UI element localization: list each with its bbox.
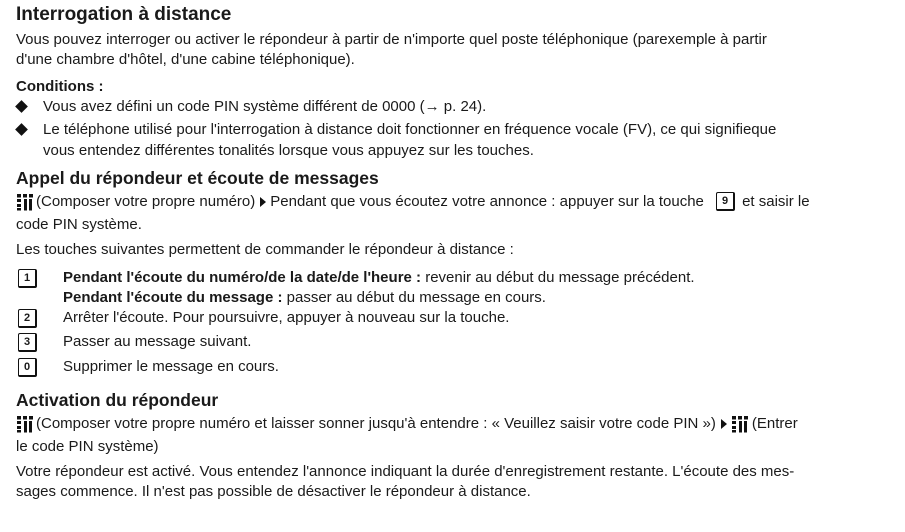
key-0-icon: 0 <box>18 358 37 377</box>
intro-line-2: d'une chambre d'hôtel, d'une cabine téléphonique). <box>16 51 355 68</box>
activation-step-text-1: (Composer votre propre numéro et laisser sonner jusqu'à entendre : « Veuillez saisir votre code PIN ») <box>36 415 716 432</box>
activation-step-text-2: (Entrer <box>751 415 798 432</box>
intro-line-1: Vous pouvez interroger ou activer le répondeur à partir de n'importe quel poste téléphonique (parexemple à partir <box>16 31 767 48</box>
next-step-arrow-icon <box>721 419 727 429</box>
key-2-text: Arrêter l'écoute. Pour poursuivre, appuyer à nouveau sur la touche. <box>63 309 510 326</box>
call-step-text-1: (Composer votre propre numéro) <box>36 193 256 210</box>
key-1-bold-1: Pendant l'écoute du numéro/de la date/de l'heure : <box>63 269 422 286</box>
activation-para-line-2: sages commence. Il n'est pas possible de désactiver le répondeur à distance. <box>16 483 531 500</box>
keypad-dial-icon <box>16 415 34 433</box>
key-3-text: Passer au message suivant. <box>63 333 252 350</box>
key-1-icon: 1 <box>18 269 37 288</box>
activation-step-line-2: le code PIN système) <box>16 438 159 455</box>
condition-text-2b: vous entendez différentes tonalités lorsque vous appuyez sur les touches. <box>43 142 534 159</box>
call-step-text-2: Pendant que vous écoutez votre annonce : appuyer sur la touche <box>270 193 704 210</box>
call-step-text-3: et saisir le <box>742 193 810 210</box>
section-title-remote-access: Interrogation à distance <box>16 4 232 25</box>
conditions-label: Conditions : <box>16 78 104 95</box>
key-0-text: Supprimer le message en cours. <box>63 358 279 375</box>
keypad-dial-icon <box>731 415 749 433</box>
bullet-diamond-icon <box>15 100 28 113</box>
key-2-icon: 2 <box>18 309 37 328</box>
call-step-line-1 <box>16 192 810 213</box>
key-3-icon: 3 <box>18 333 37 352</box>
key-1-bold-2: Pendant l'écoute du message : <box>63 289 283 306</box>
condition-text-1: Vous avez défini un code PIN système différent de 0000 (→ p. 24). <box>43 98 487 115</box>
call-step-line-2: code PIN système. <box>16 216 142 233</box>
keypad-dial-icon <box>16 193 34 211</box>
activation-para-line-1: Votre répondeur est activé. Vous entendez l'annonce indiquant la durée d'enregistrement restante. L'écoute des mes- <box>16 463 795 480</box>
key-1-text-1: revenir au début du message précédent. <box>421 269 695 286</box>
activation-step-line-1 <box>16 414 798 435</box>
key-9-icon: 9 <box>716 192 736 212</box>
section-title-activation: Activation du répondeur <box>16 390 219 410</box>
key-1-text-2: passer au début du message en cours. <box>282 289 546 306</box>
section-title-call-answering-machine: Appel du répondeur et écoute de messages <box>16 168 379 188</box>
next-step-arrow-icon <box>260 197 266 207</box>
keys-intro: Les touches suivantes permettent de commander le répondeur à distance : <box>16 241 514 258</box>
bullet-diamond-icon <box>15 123 28 136</box>
condition-text-2a: Le téléphone utilisé pour l'interrogation à distance doit fonctionner en fréquence vocale (FV), ce qui signifieque <box>43 121 777 138</box>
